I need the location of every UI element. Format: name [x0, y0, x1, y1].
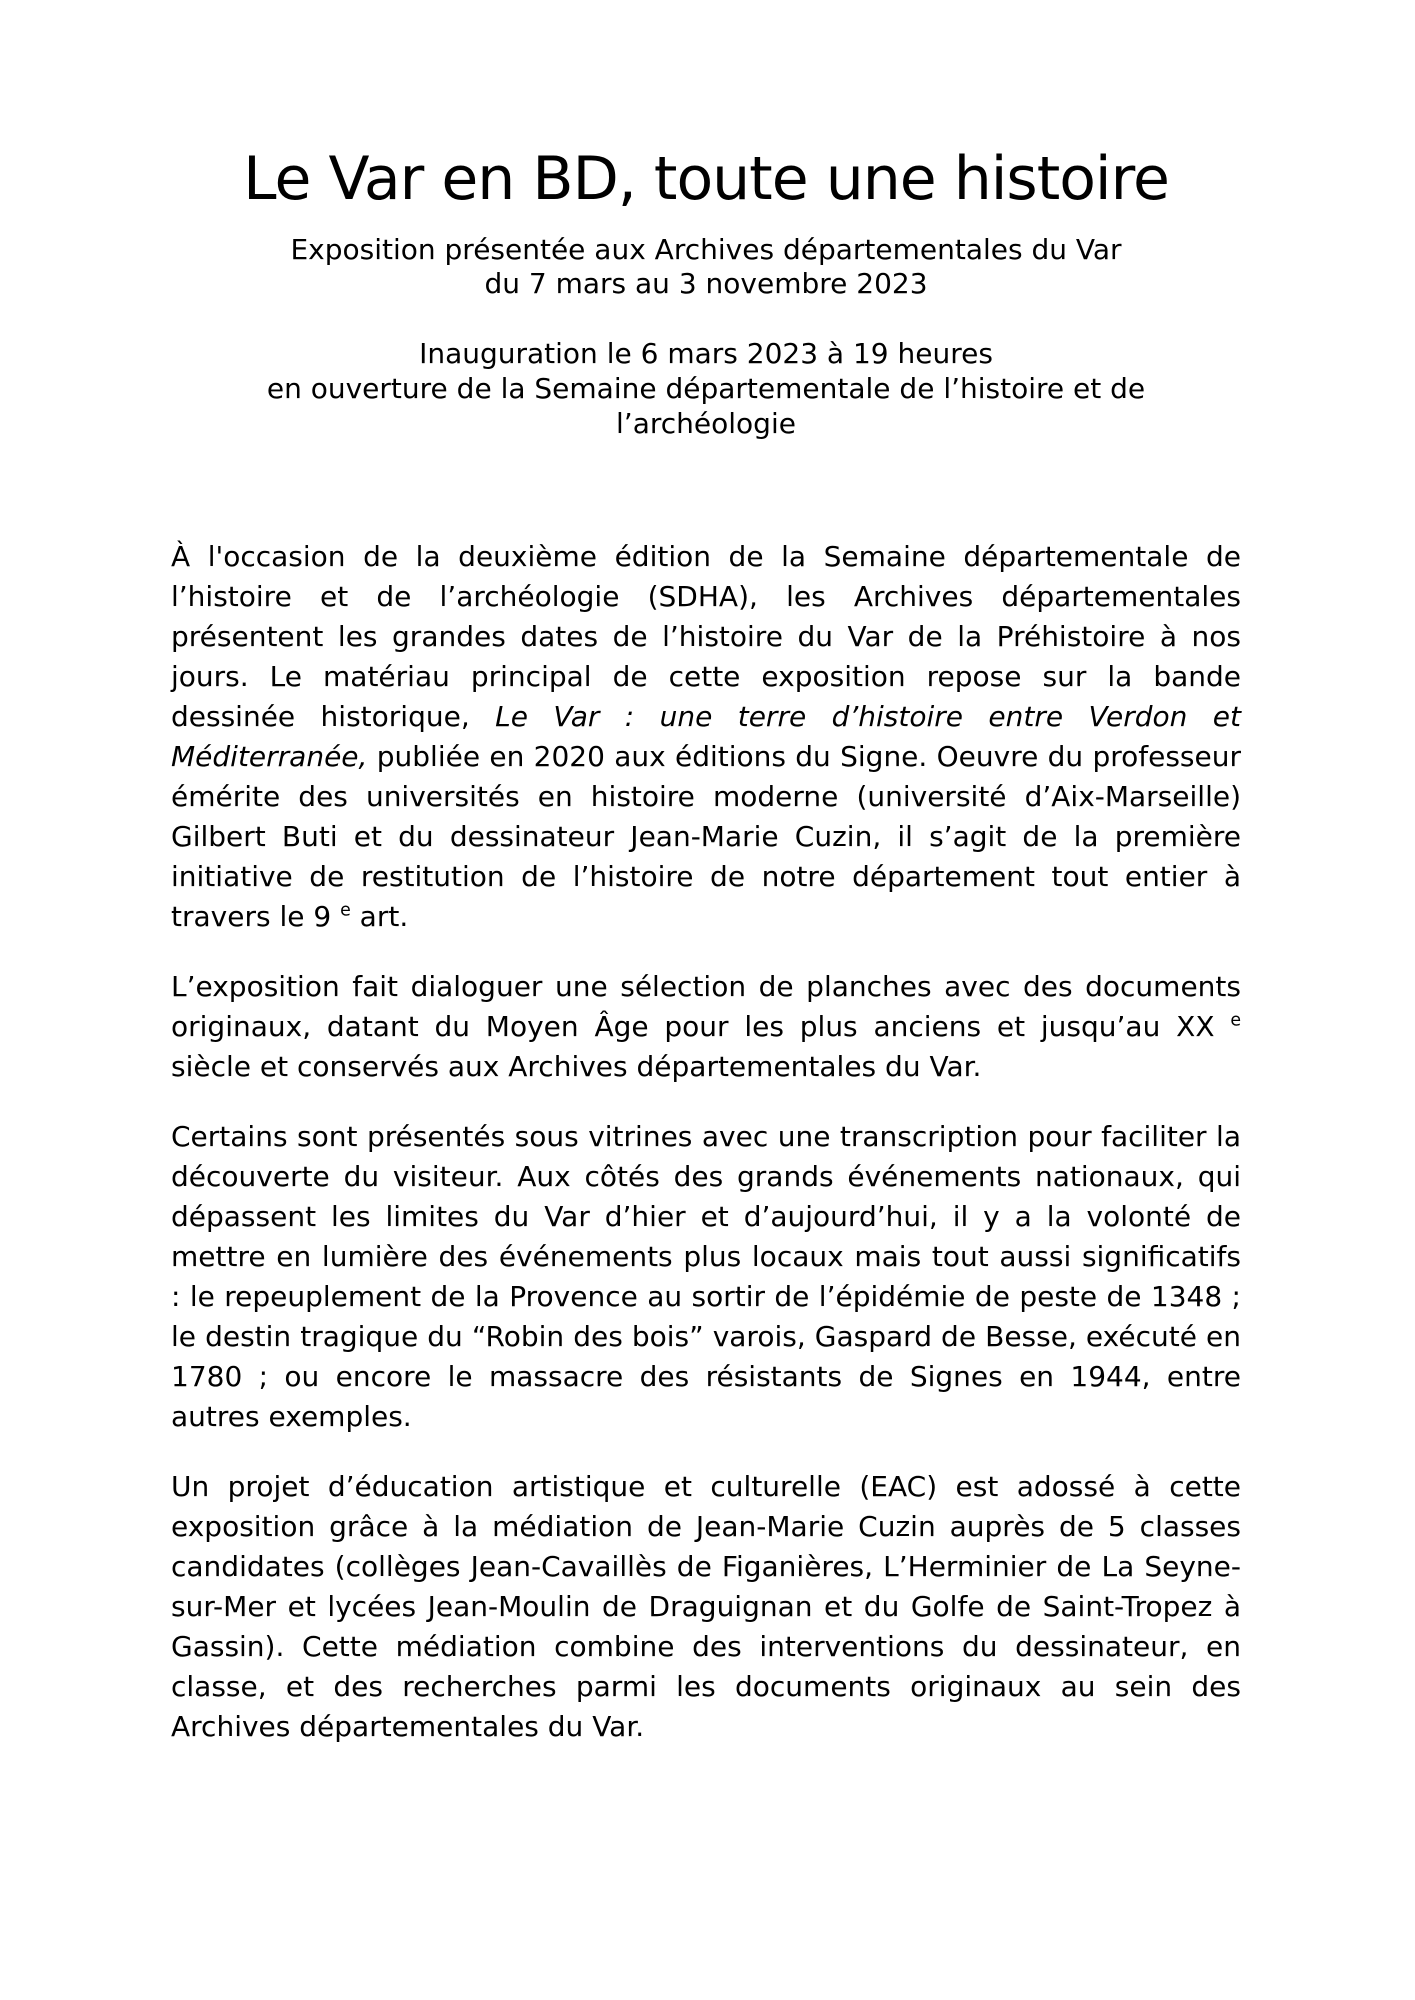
paragraph-1-tail: art. [359, 900, 409, 933]
paragraph-1-text: À l'occasion de la deuxième édition de la Semaine départementale de l’histoire et de l’archéologie (SDHA), les Archives départementales présentent les grandes dates de l’histoire du Var de la Préhistoire à nos jours. Le matériau principal de cette exposition repose sur la bande dessinée historique, [171, 540, 1241, 733]
page-title: Le Var en BD, toute une histoire [243, 144, 1169, 214]
subtitle-block [171, 233, 1241, 301]
paragraph-3: Certains sont présentés sous vitrines avec une transcription pour faciliter la découverte du visiteur. Aux côtés des grands événements nationaux, qui dépassent les limites du Var d’hier et d’aujourd’hui, il y a la volonté de mettre en lumière des événements plus locaux mais tout aussi significatifs : le repeuplement de la Provence au sortir de l’épidémie de peste de 1348 ; le destin tragique du “Robin des bois” varois, Gaspard de Besse, exécuté en 1780 ; ou encore le massacre des résistants de Signes en 1944, entre autres exemples. [171, 1120, 1241, 1433]
inauguration-block [171, 336, 1241, 441]
paragraph-1-continuation: publiée en 2020 aux éditions du Signe. Oeuvre du professeur émérite des universités en histoire moderne (université d’Aix-Marseille) Gilbert Buti et du dessinateur Jean-Marie Cuzin, il s’agit de la première initiative de restitution de l’histoire de notre département tout entier à travers le 9 [171, 740, 1241, 933]
subtitle-line-1: Exposition présentée aux Archives départementales du Var [290, 233, 1122, 266]
paragraph-2-text: L’exposition fait dialoguer une sélection de planches avec des documents originaux, datant du Moyen Âge pour les plus anciens et jusqu’au XX [171, 970, 1241, 1043]
book-title-italic: Le Var : une terre d’histoire entre Verdon et Méditerranée, [171, 700, 1241, 773]
inauguration-line-1: Inauguration le 6 mars 2023 à 19 heures [419, 337, 993, 370]
paragraph-4: Un projet d’éducation artistique et culturelle (EAC) est adossé à cette exposition grâce à la médiation de Jean-Marie Cuzin auprès de 5 classes candidates (collèges Jean-Cavaillès de Figanières, L’Herminier de La Seyne-sur-Mer et lycées Jean-Moulin de Draguignan et du Golfe de Saint-Tropez à Gassin). Cette médiation combine des interventions du dessinateur, en classe, et des recherches parmi les documents originaux au sein des Archives départementales du Var. [171, 1470, 1241, 1743]
subtitle-line-2: du 7 mars au 3 novembre 2023 [484, 267, 928, 300]
ordinal-superscript-9e: e [340, 900, 351, 921]
paragraph-1 [171, 537, 1241, 937]
ordinal-superscript-xxe: e [1230, 1010, 1241, 1031]
paragraph-2 [171, 967, 1241, 1087]
document-body [171, 537, 1241, 1747]
inauguration-line-3: l’archéologie [616, 407, 796, 440]
paragraph-2-continuation: siècle et conservés aux Archives départementales du Var. [171, 1050, 982, 1083]
inauguration-line-2: en ouverture de la Semaine départementale de l’histoire et de [266, 372, 1146, 405]
